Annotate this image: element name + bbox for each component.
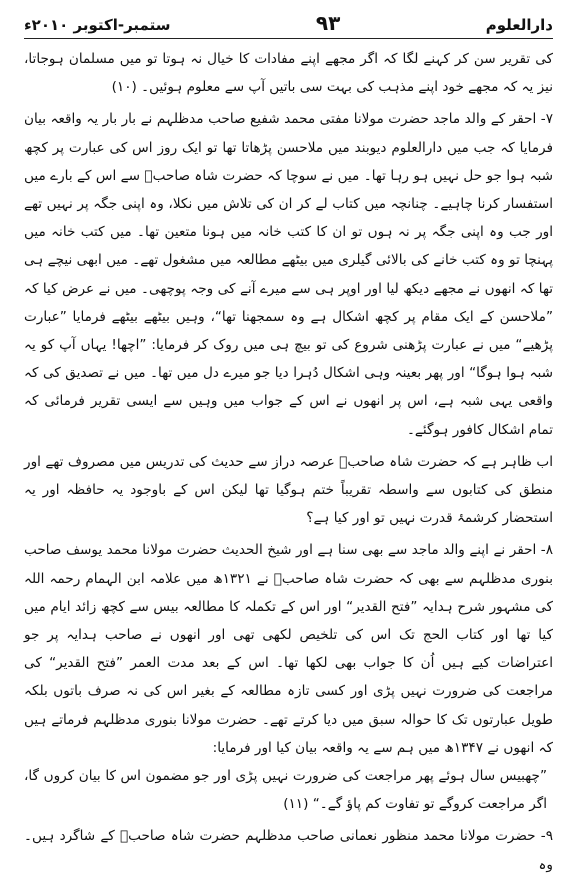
article-body [24,45,553,879]
block-quote: ”چھبیس سال ہوئے پھر مراجعت کی ضرورت نہیں پڑی اور جو مضمون اس کا بیان کروں گا، اگر مراجعت کروگے تو تفاوت کم پاؤ گے۔“ (۱۱) [24,768,547,813]
paragraph: اب ظاہر ہے کہ حضرت شاہ صاحبؒ عرصہ دراز سے حدیث کی تدریس میں مصروف تھے اور منطق کی کتابوں سے واسطہ تقریباً ختم ہوگیا تھا لیکن اس کے باوجود یہ حافظہ اور یہ استحضار کرشمۂ قدرت نہیں تو اور کیا ہے؟ [24,453,553,527]
page-number: ۹۳ [315,11,341,35]
page-header [24,10,553,36]
paragraph: ۹- حضرت مولانا محمد منظور نعمانی صاحب مدظلہم حضرت شاہ صاحبؒ کے شاگرد ہیں۔ وہ [24,828,553,873]
paragraph: کی تقریر سن کر کہنے لگا کہ اگر مجھے اپنے مفادات کا خیال نہ ہوتا تو میں مسلمان ہوجاتا، نیز یہ کہ مجھے خود اپنے مذہب کی بہت سی باتیں آپ سے معلوم ہوئیں۔ (۱۰) [24,51,553,96]
issue-date: ستمبر-اکتوبر ۲۰۱۰ء [24,16,171,34]
paragraph: ۸- احقر نے اپنے والد ماجد سے بھی سنا ہے اور شیخ الحدیث حضرت مولانا محمد یوسف صاحب بنوری مدظلہم سے بھی کہ حضرت شاہ صاحبؒ نے ۱۳۲۱ھ میں علامہ ابن الہمام رحمہ اللہ کی مشہور شرح ہدایہ ”فتح القدیر“ اور اس کے تکملہ کا مطالعہ بیس سے کچھ زائد ایام میں کیا تھا اور کتاب الحج تک اس کی تلخیص لکھی تھی اور انھوں نے صاحب ہدایہ پر جو اعتراضات کیے ہیں اُن کا جواب بھی لکھا تھا۔ اس کے بعد مدت العمر ”فتح القدیر“ کی مراجعت کی ضرورت نہیں پڑی اور کسی تازہ مطالعہ کے بغیر اس کی نہ صرف باتوں بلکہ طویل عبارتوں تک کا حوالہ سبق میں دیا کرتے تھے۔ حضرت مولانا بنوری مدظلہم فرماتے ہیں کہ انھوں نے ۱۳۴۷ھ میں ہم سے یہ واقعہ بیان کیا اور فرمایا: [24,542,553,756]
paragraph: ۷- احقر کے والد ماجد حضرت مولانا مفتی محمد شفیع صاحب مدظلہم نے بار بار یہ واقعہ بیان فرمایا کہ جب میں دارالعلوم دیوبند میں ملاحسن پڑھاتا تھا تو ایک روز اس کی عبارت پر کچھ شبہ ہوا جو حل نہیں ہو رہا تھا۔ میں نے سوچا کہ حضرت شاہ صاحبؒ سے اس کے بارے میں استفسار کرنا چاہیے۔ چنانچہ میں کتاب لے کر ان کی تلاش میں نکلا، وہ اپنی جگہ پر نہیں تھے اور جب وہ اپنی جگہ پر نہ ہوں تو ان کا کتب خانہ میں ہونا متعین تھا۔ میں کتب خانہ میں پہنچا تو وہ کتب خانے کی بالائی گیلری میں بیٹھے مطالعہ میں مشغول تھے۔ میں ابھی نیچے ہی تھا کہ انھوں نے مجھے دیکھ لیا اور اوپر ہی سے میرے آنے کی وجہ پوچھی۔ میں نے عرض کیا کہ ”ملاحسن کے ایک مقام پر کچھ اشکال ہے وہ سمجھنا تھا“، وہیں بیٹھے بیٹھے فرمایا ”عبارت پڑھیے“ میں نے عبارت پڑھنی شروع کی تو بیچ ہی میں روک کر فرمایا: ”اچھا! یہاں آپ کو یہ شبہ ہوا ہوگا“ اور پھر بعینہ وہی اشکال دُہرا دیا جو میرے دل میں تھا۔ میں نے تصدیق کی کہ واقعی یہی شبہ ہے، اس پر انھوں نے اس کے جواب میں وہیں سے ایسی تقریر فرمائی کہ تمام اشکال کافور ہوگئے۔ [24,111,553,438]
header-rule [24,38,553,39]
journal-name: دارالعلوم [485,16,553,34]
